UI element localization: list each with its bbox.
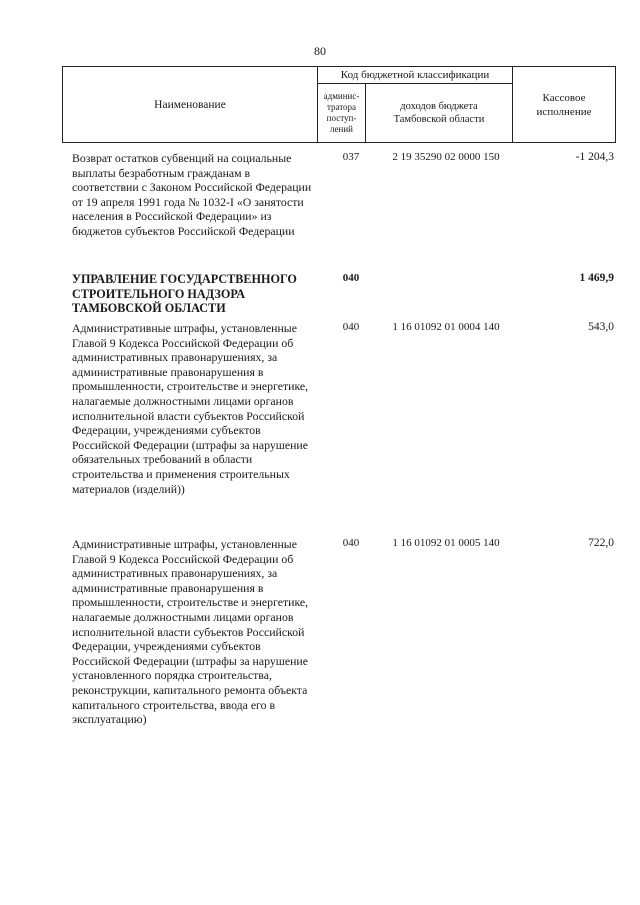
row-admin-code: 040 [342,537,360,549]
header-kass: Кассовое исполнение [513,67,616,143]
row-name: Возврат остатков субвенций на социальные выплаты безработным гражданам в соответствии с Законом Российской Федерации от 19 апреля 1991 года № 1032-I «О занятости населения в Российской Федерации» из бюджетов субъектов Российской Федерации [72,151,312,238]
row-name: Административные штрафы, установленные Главой 9 Кодекса Российской Федерации об административных правонарушениях, за административные правонарушения в промышленности, строительстве и энергетике, налагаемые должностными лицами органов исполнительной власти субъектов Российской Федерации, учреждениями субъектов Российской Федерации (штрафы за нарушение установленного порядка строительства, реконструкции, капитального ремонта объекта капитального строительства, ввода его в эксплуатацию) [72,537,309,727]
page-number: 80 [314,44,326,58]
row-income-code: 2 19 35290 02 0000 150 [392,151,500,163]
row-name: УПРАВЛЕНИЕ ГОСУДАРСТВЕННОГО СТРОИТЕЛЬНОГО НАДЗОРА ТАМБОВСКОЙ ОБЛАСТИ [72,272,297,316]
header-admin: админис-тратора поступ-лений [318,84,366,143]
row-income-code: 1 16 01092 01 0005 140 [392,537,500,549]
table-row [64,537,614,767]
row-name: Административные штрафы, установленные Главой 9 Кодекса Российской Федерации об административных правонарушениях, за административные правонарушения в промышленности, строительстве и энергетике, налагаемые должностными лицами органов исполнительной власти субъектов Российской Федерации, учреждениями субъектов Российской Федерации (штрафы за нарушение обязательных требований в области строительства и применения строительных материалов (изделий)) [72,321,309,496]
header-income: доходов бюджета Тамбовской области [366,84,513,143]
header-name: Наименование [63,67,318,143]
row-admin-code: 040 [342,272,360,284]
row-amount: 543,0 [588,321,614,333]
header-code-group: Код бюджетной классификации [318,67,513,84]
table-row [64,272,614,322]
row-admin-code: 037 [342,151,360,163]
row-amount: 1 469,9 [579,272,614,284]
row-amount: -1 204,3 [575,151,614,163]
table-header [62,66,616,143]
table-row [64,151,614,269]
row-admin-code: 040 [342,321,360,333]
row-income-code: 1 16 01092 01 0004 140 [392,321,500,333]
table-row [64,321,614,536]
row-amount: 722,0 [588,537,614,549]
